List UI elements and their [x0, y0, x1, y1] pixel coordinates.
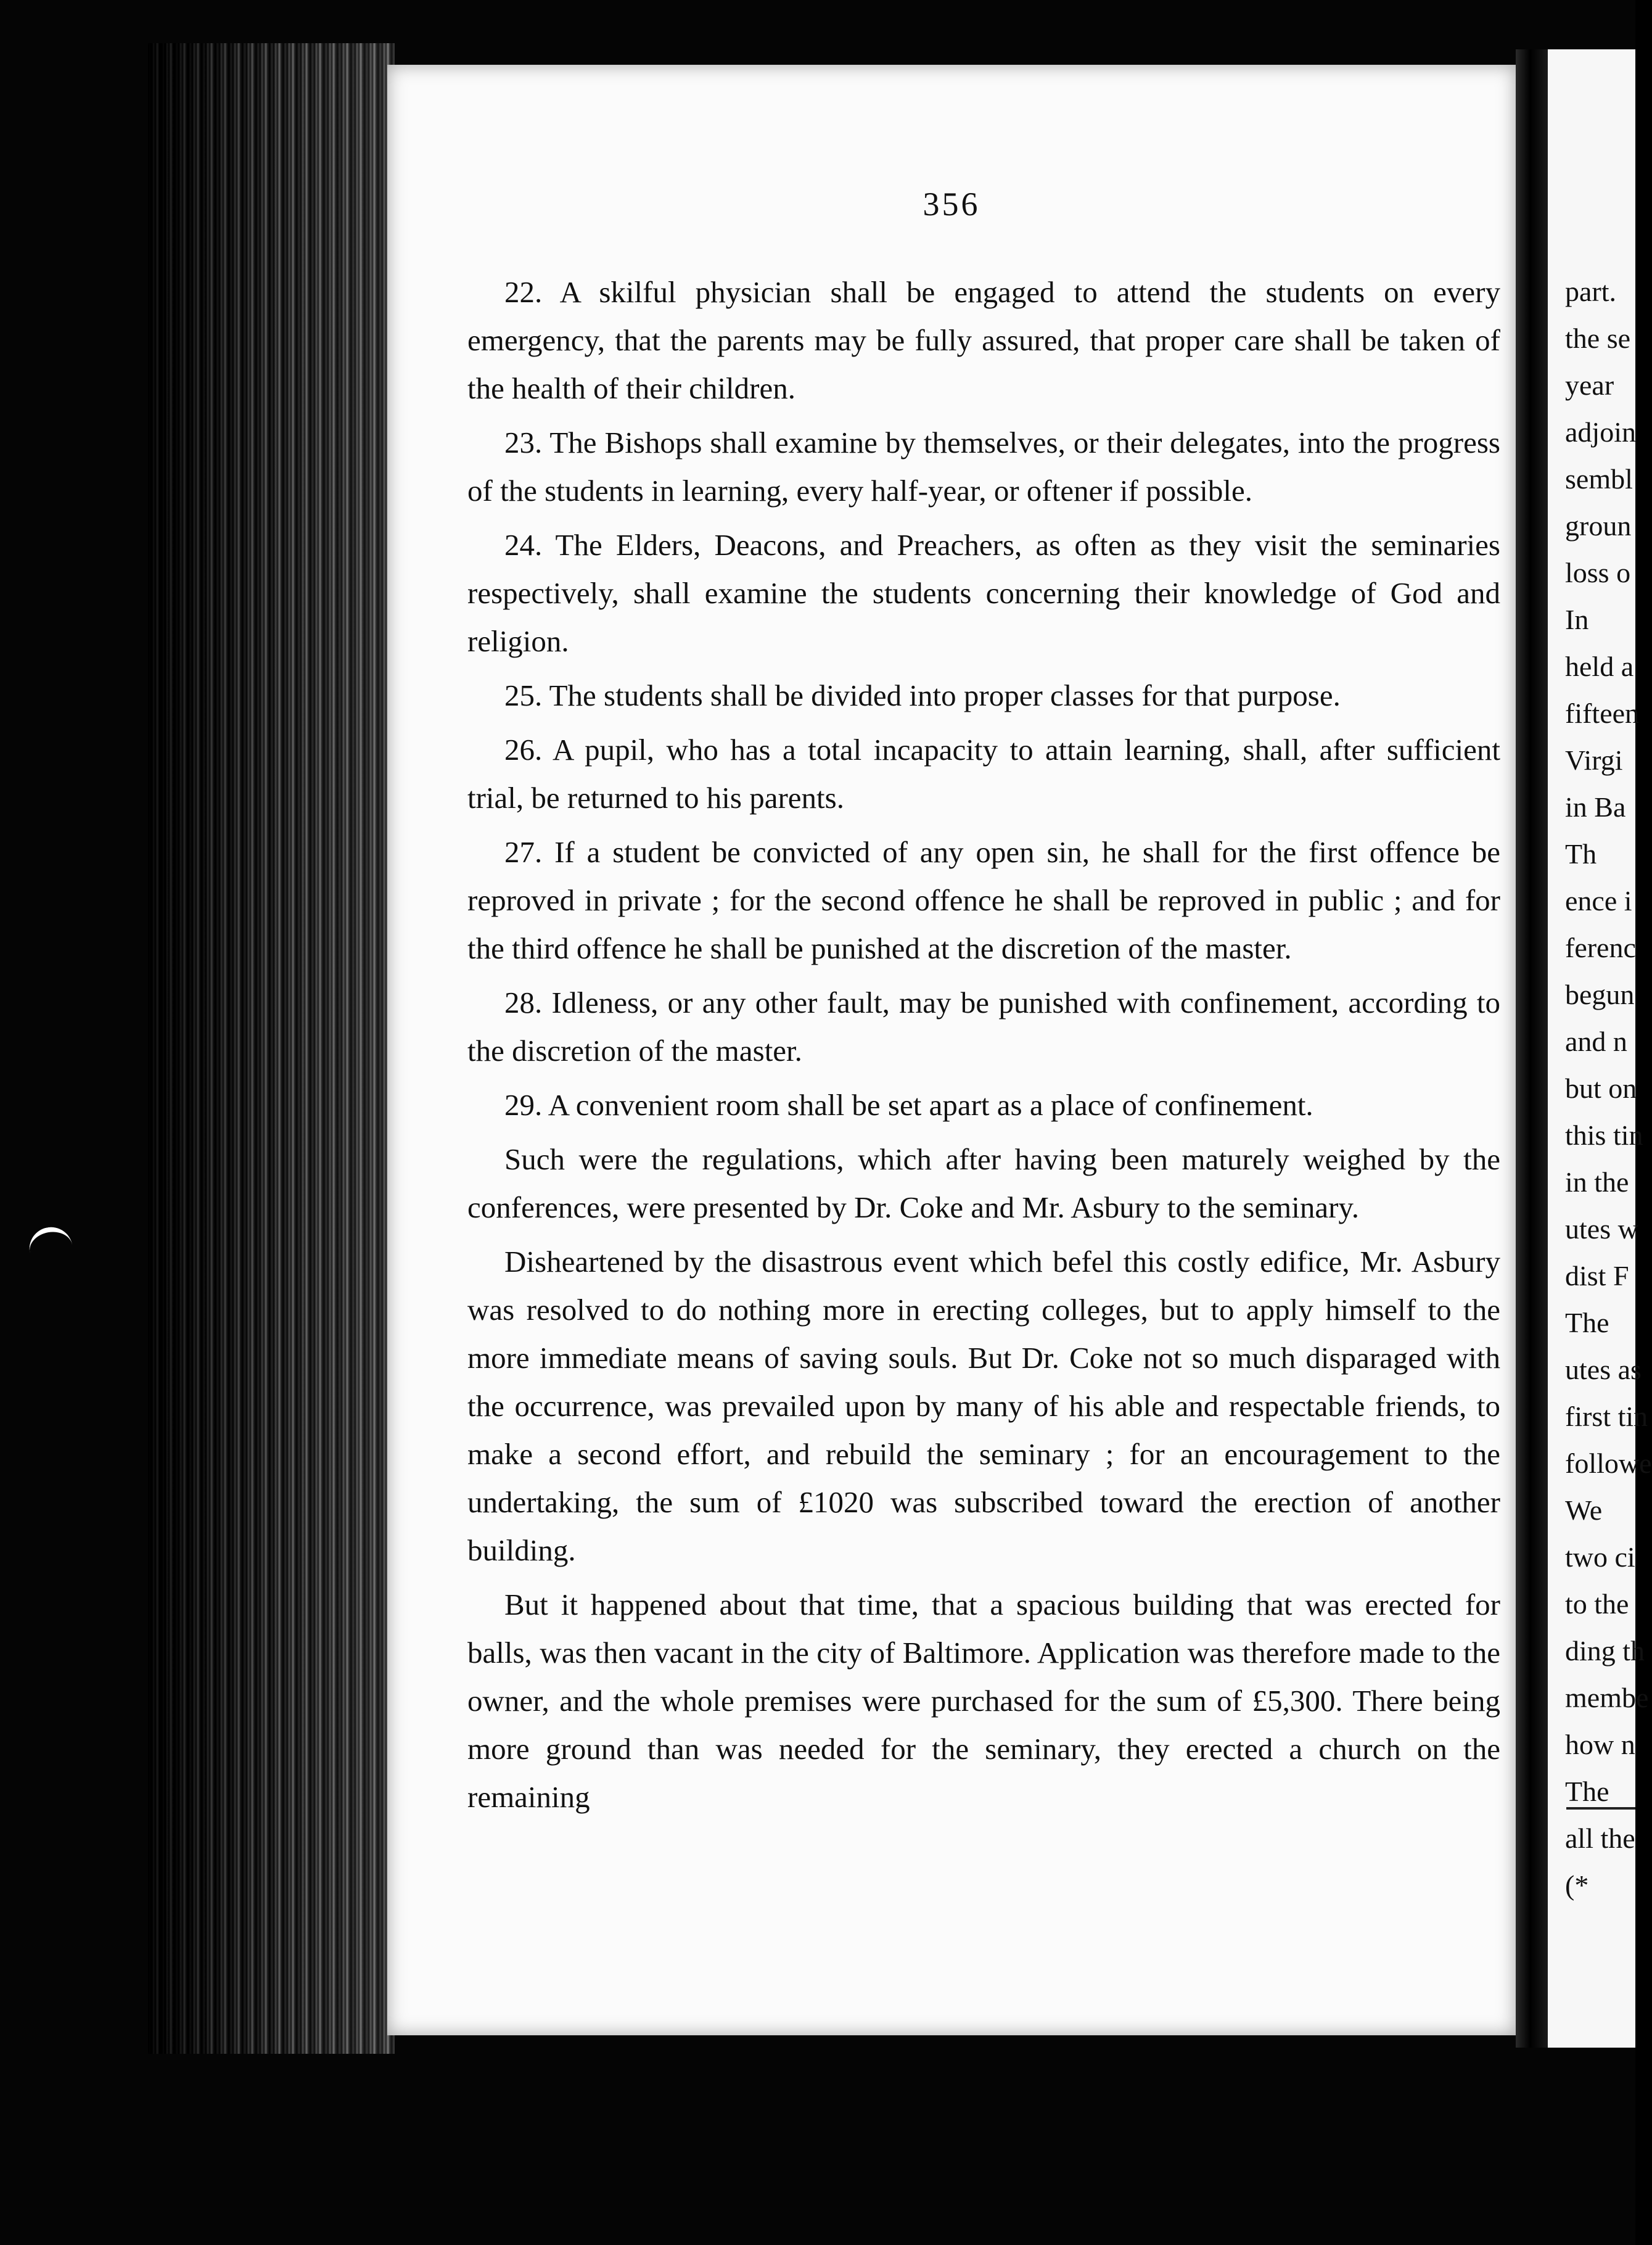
fragment-line: begun — [1565, 979, 1635, 1010]
book-fore-edge — [148, 43, 395, 2054]
paragraph: 26. A pupil, who has a total incapacity to attain learning, shall, after sufficient trial, be returned to his parents. — [467, 733, 1500, 815]
fragment-line: in the — [1565, 1166, 1629, 1198]
fragment-line: sembl — [1565, 463, 1633, 495]
fragment-line: first tin — [1565, 1401, 1648, 1432]
fragment-line: membe — [1565, 1682, 1649, 1713]
paragraph: 22. A skilful physician shall be engaged to attend the students on every emergency, that the parents may be fully assured, that proper care shall be taken of the health of their children. — [467, 275, 1500, 405]
fragment-line: adjoin — [1565, 416, 1636, 448]
fragment-line: part. — [1565, 276, 1617, 307]
fragment-line: but on — [1565, 1073, 1637, 1104]
paragraph: 27. If a student be convicted of any open sin, he shall for the first offence be reproved in private ; for the second offence he shall be reproved in public ; and for the third offence he shall be punished at the discretion of the master. — [467, 835, 1500, 965]
fragment-line: ferenc — [1565, 932, 1636, 963]
right-page-text-fragments — [1565, 268, 1652, 1909]
fragment-line: held a — [1565, 651, 1634, 682]
page-text — [467, 268, 1500, 1827]
fragment-line: utes w — [1565, 1213, 1638, 1245]
fragment-line: year — [1565, 369, 1614, 401]
paragraph: Such were the regulations, which after having been maturely weighed by the conferences, were presented by Dr. Coke and Mr. Asbury to the seminary. — [467, 1142, 1500, 1224]
fragment-line: how n — [1565, 1729, 1635, 1760]
fragment-line: this tin — [1565, 1119, 1643, 1151]
fragment-line: groun — [1565, 510, 1632, 542]
fragment-line: ding th — [1565, 1635, 1645, 1666]
paragraph: Disheartened by the disastrous event which befel this costly edifice, Mr. Asbury was resolved to do nothing more in erecting colleges, but to apply himself to the more immediate means of saving souls. But Dr. Coke not so much disparaged with the occurrence, was prevailed upon by many of his able and respectable friends, to make a second effort, and rebuild the seminary ; for an encouragement to the undertaking, the sum of £1020 was subscribed toward the erection of another building. — [467, 1245, 1500, 1567]
footnote-rule — [1566, 1807, 1635, 1810]
fragment-line: In — [1565, 604, 1589, 635]
fragment-line: (* — [1565, 1869, 1589, 1901]
fragment-line: loss o — [1565, 557, 1631, 588]
fragment-line: fifteen — [1565, 698, 1640, 729]
paragraph: 29. A convenient room shall be set apart as a place of confinement. — [504, 1088, 1313, 1122]
fragment-line: followe — [1565, 1448, 1652, 1479]
book-gutter — [1516, 49, 1548, 2048]
fragment-line: We — [1565, 1494, 1603, 1526]
paragraph: 24. The Elders, Deacons, and Preachers, as often as they visit the seminaries respectively, shall examine the students concerning their knowledge of God and religion. — [467, 528, 1500, 658]
fragment-line: all the — [1565, 1823, 1635, 1854]
left-page — [387, 65, 1516, 2035]
paragraph: But it happened about that time, that a spacious building that was erected for balls, was then vacant in the city of Baltimore. Application was therefore made to the owner, and the whole premises were purchased for the sum of £5,300. There being more ground than was needed for the seminary, they erected a church on the remaining — [467, 1588, 1500, 1814]
fragment-line: ence i — [1565, 885, 1632, 917]
paragraph: 25. The students shall be divided into proper classes for that purpose. — [504, 678, 1341, 712]
fragment-line: two ci — [1565, 1541, 1635, 1573]
paragraph: 28. Idleness, or any other fault, may be punished with confinement, according to the discretion of the master. — [467, 986, 1500, 1068]
paragraph: 23. The Bishops shall examine by themselves, or their delegates, into the progress of the students in learning, every half-year, or oftener if possible. — [467, 426, 1500, 508]
fragment-line: the se — [1565, 323, 1631, 354]
fragment-line: The — [1565, 1307, 1609, 1338]
fragment-line: The — [1565, 1776, 1609, 1807]
fragment-line: utes as — [1565, 1354, 1642, 1385]
fragment-line: and n — [1565, 1026, 1627, 1057]
page-curl-mark — [26, 1224, 73, 1254]
fragment-line: Virgi — [1565, 744, 1623, 776]
fragment-line: in Ba — [1565, 791, 1626, 823]
fragment-line: Th — [1565, 838, 1597, 870]
page-number: 356 — [923, 186, 980, 223]
fragment-line: dist F — [1565, 1260, 1629, 1291]
fragment-line: to the — [1565, 1588, 1629, 1620]
right-page-partial — [1548, 49, 1652, 2048]
